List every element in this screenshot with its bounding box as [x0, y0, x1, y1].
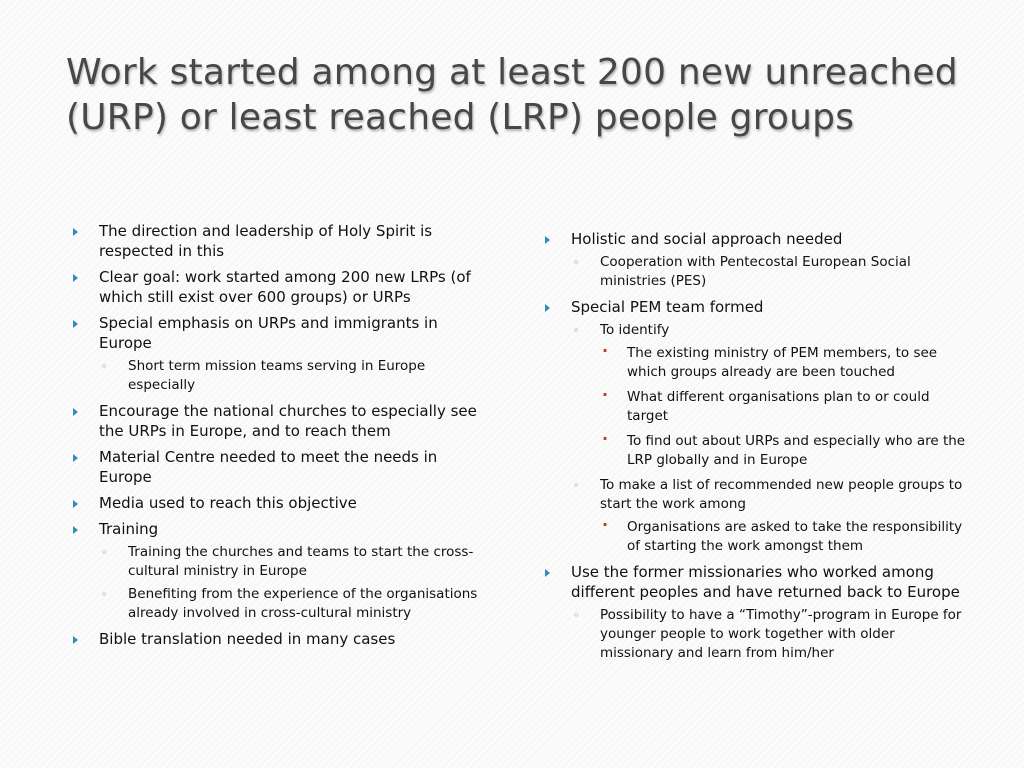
- ring-bullet-icon: ◦: [573, 324, 580, 337]
- bullet-item-level1: [72, 519, 492, 623]
- triangle-bullet-icon: [73, 320, 78, 328]
- triangle-bullet-icon: [73, 526, 78, 534]
- sub-bullet-list: [600, 341, 969, 470]
- bullet-item-level1: [72, 267, 492, 307]
- bullet-item-level2: [571, 321, 969, 470]
- triangle-bullet-icon: [73, 274, 78, 282]
- ring-bullet-icon: ◦: [101, 546, 108, 559]
- bullet-text: To make a list of recommended new people groups to start the work among: [600, 477, 963, 512]
- bullet-item-level1: [544, 562, 969, 663]
- dot-bullet-icon: ·: [602, 429, 609, 448]
- triangle-bullet-icon: [73, 454, 78, 462]
- bullet-item-level1: [544, 229, 969, 291]
- bullet-text: The existing ministry of PEM members, to see which groups already are been touched: [627, 345, 938, 380]
- bullet-item-level2: [571, 253, 969, 291]
- bullet-item-level2: [99, 357, 492, 395]
- bullet-item-level1: [72, 629, 492, 649]
- bullet-text: Clear goal: work started among 200 new LRPs (of which still exist over 600 groups) or URPs: [99, 268, 471, 306]
- bullet-item-level1: [72, 401, 492, 441]
- bullet-item-level3: [600, 429, 969, 470]
- ring-bullet-icon: ◦: [573, 479, 580, 492]
- dot-bullet-icon: ·: [602, 385, 609, 404]
- triangle-bullet-icon: [545, 236, 550, 244]
- triangle-bullet-icon: [545, 304, 550, 312]
- bullet-text: Organisations are asked to take the responsibility of starting the work amongst them: [627, 519, 963, 554]
- ring-bullet-icon: ◦: [573, 256, 580, 269]
- bullet-text: Media used to reach this objective: [99, 494, 357, 512]
- bullet-text: Material Centre needed to meet the needs in Europe: [99, 448, 438, 486]
- sub-bullet-list: [571, 253, 969, 291]
- bullet-item-level1: [544, 297, 969, 556]
- ring-bullet-icon: ◦: [101, 588, 108, 601]
- triangle-bullet-icon: [73, 500, 78, 508]
- bullet-text: Possibility to have a “Timothy”-program in Europe for younger people to work together with older missionary and learn from him/her: [600, 607, 962, 661]
- bullet-text: Training: [99, 520, 159, 538]
- bullet-text: Bible translation needed in many cases: [99, 630, 396, 648]
- triangle-bullet-icon: [73, 408, 78, 416]
- slide-title: Work started among at least 200 new unreached (URP) or least reached (LRP) people groups: [66, 52, 958, 138]
- bullet-text: Training the churches and teams to start the cross-cultural ministry in Europe: [128, 544, 474, 579]
- dot-bullet-icon: ·: [602, 341, 609, 360]
- bullet-item-level3: [600, 385, 969, 426]
- bullet-text: Short term mission teams serving in Europe especially: [128, 358, 426, 393]
- bullet-item-level2: [571, 606, 969, 663]
- sub-bullet-list: [600, 515, 969, 556]
- bullet-text: What different organisations plan to or could target: [627, 389, 930, 424]
- bullet-item-level1: [72, 221, 492, 261]
- bullet-item-level1: [72, 447, 492, 487]
- bullet-item-level3: [600, 515, 969, 556]
- triangle-bullet-icon: [73, 636, 78, 644]
- bullet-text: Special emphasis on URPs and immigrants in Europe: [99, 314, 438, 352]
- bullet-text: Benefiting from the experience of the organisations already involved in cross-cultural ministry: [128, 586, 478, 621]
- bullet-text: Special PEM team formed: [571, 298, 764, 316]
- dot-bullet-icon: ·: [602, 515, 609, 534]
- bullet-text: Use the former missionaries who worked among different peoples and have returned back to Europe: [571, 563, 960, 601]
- sub-bullet-list: [99, 543, 492, 623]
- sub-bullet-list: [99, 357, 492, 395]
- bullet-text: Holistic and social approach needed: [571, 230, 843, 248]
- sub-bullet-list: [571, 321, 969, 556]
- sub-bullet-list: [571, 606, 969, 663]
- bullet-item-level2: [99, 543, 492, 581]
- bullet-text: To identify: [600, 322, 670, 338]
- bullet-item-level2: [99, 585, 492, 623]
- bullet-text: Encourage the national churches to especially see the URPs in Europe, and to reach them: [99, 402, 477, 440]
- bullet-item-level1: [72, 493, 492, 513]
- bullet-text: Cooperation with Pentecostal European Social ministries (PES): [600, 254, 911, 289]
- bullet-text: The direction and leadership of Holy Spirit is respected in this: [99, 222, 433, 260]
- ring-bullet-icon: ◦: [101, 360, 108, 373]
- bullet-item-level2: [571, 476, 969, 556]
- bullet-item-level3: [600, 341, 969, 382]
- triangle-bullet-icon: [73, 228, 78, 236]
- triangle-bullet-icon: [545, 569, 550, 577]
- left-bullet-column: [72, 221, 492, 655]
- right-bullet-column: [544, 229, 969, 669]
- ring-bullet-icon: ◦: [573, 609, 580, 622]
- bullet-text: To find out about URPs and especially who are the LRP globally and in Europe: [627, 433, 966, 468]
- bullet-item-level1: [72, 313, 492, 395]
